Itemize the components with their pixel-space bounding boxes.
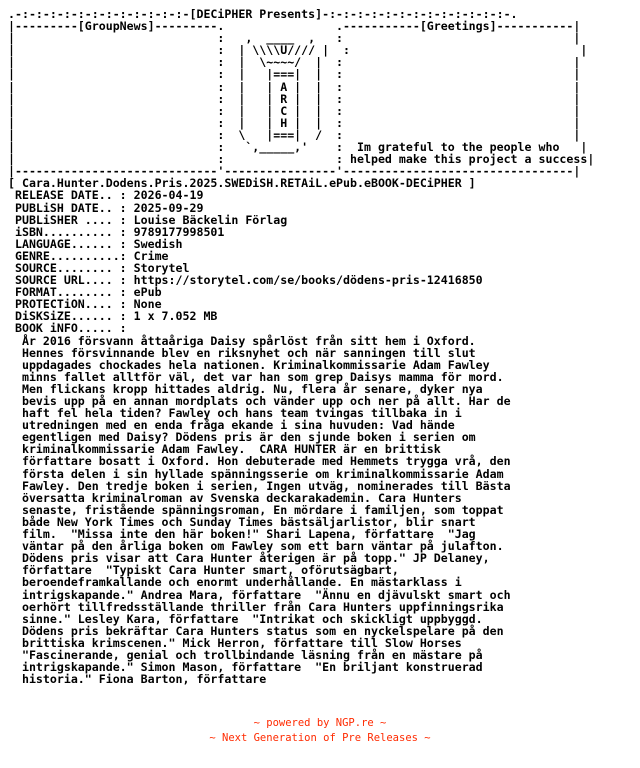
footer-tagline: ~ Next Generation of Pre Releases ~	[209, 732, 431, 744]
nfo-ascii-text: .-:-:-:-:-:-:-:-:-:-:-:-:-[DECiPHER Presents]-:-:-:-:-:-:-:-:-:-:-:-:-:-. |---------[GroupNews]---------. .-----------[Greetings]-----------| | : , ____ , : | | : | \\\\U//// | : | | : | \~~~~/ | : | | : | |===| | : | | : | | A | | : | | : | | R | | : | | : | | C | | : | | : | | H | | : | | : \ |===| / : | | : `,_____,' : Im grateful to the people who | | : : helped make this project a success| |-----------------------------'----------------'---------------------------------| [ Cara.Hunter.Dodens.Pris.2025.SWEDiSH.RETAiL.ePub.eBOOK-DECiPHER ] RELEASE DATE.. : 2026-04-19 PUBLiSH DATE.. : 2025-09-29 PUBLiSHER .... : Louise Bäckelin Förlag iSBN.......... : 9789177998501 LANGUAGE...... : Swedish GENRE..........: Crime SOURCE........ : Storytel SOURCE URL.... : https://storytel.com/se/books/dödens-pris-12416850 FORMAT........ : ePub PROTECTiON.... : None DiSKSiZE...... : 1 x 7.052 MB BOOK iNFO..... : År 2016 försvann åttaåriga Daisy spårlöst från sitt hem i Oxford. Hennes försvinnande blev en riksnyhet och när sanningen till slut uppdagades chockades hela nationen. Kriminalkommissarie Adam Fawley minns fallet alltför väl, det var han som grep Daisys mamma för mord. Men flickans kropp hittades aldrig. Nu, flera år senare, dyker nya bevis upp på en annan mordplats och vänder upp och ner på allt. Har de haft fel hela tiden? Fawley och hans team tvingas tillbaka in i utredningen med en enda fråga ekande i sina huvuden: Vad hände egentligen med Daisy? Dödens pris är den sjunde boken i serien om kriminalkommissarie Adam Fawley. CARA HUNTER är en brittisk författare bosatt i Oxford. Hon debuterade med Hemmets trygga vrå, den första delen i sin hyllade spänningsserie om kriminalkommissarie Adam Fawley. Den tredje boken i serien, Ingen utväg, nominerades till Bästa översatta kriminalroman av Svenska deckarakademin. Cara Hunters senaste, fristående spänningsroman, En mördare i familjen, som toppat både New York Times och Sunday Times bästsäljarlistor, blir snart film. "Missa inte den här boken!" Shari Lapena, författare "Jag väntar på den årliga boken om Fawley som ett barn väntar på julafton. Dödens pris visar att Cara Hunter återigen är på topp." JP Delaney, författare "Typiskt Cara Hunter smart, oförutsägbart, beroendeframkallande och enormt underhållande. En mästarklass i intrigskapande." Andrea Mara, författare "Ännu en djävulskt smart och oerhört tillfredsställande thriller från Cara Hunters uppfinningsrika sinne." Lesley Kara, författare "Intrikat och skickligt uppbyggd. Dödens pris bekräftar Cara Hunters status som en nyckelspelare på den brittiska krimscenen." Mick Herron, författare till Slow Horses "Fascinerande, genial och trollbindande läsning från en mästare på intrigskapande." Simon Mason, författare "En briljant konstruerad historia." Fiona Barton, författare	[8, 7, 595, 687]
footer-powered-by: ~ powered by NGP.re ~	[253, 717, 387, 729]
